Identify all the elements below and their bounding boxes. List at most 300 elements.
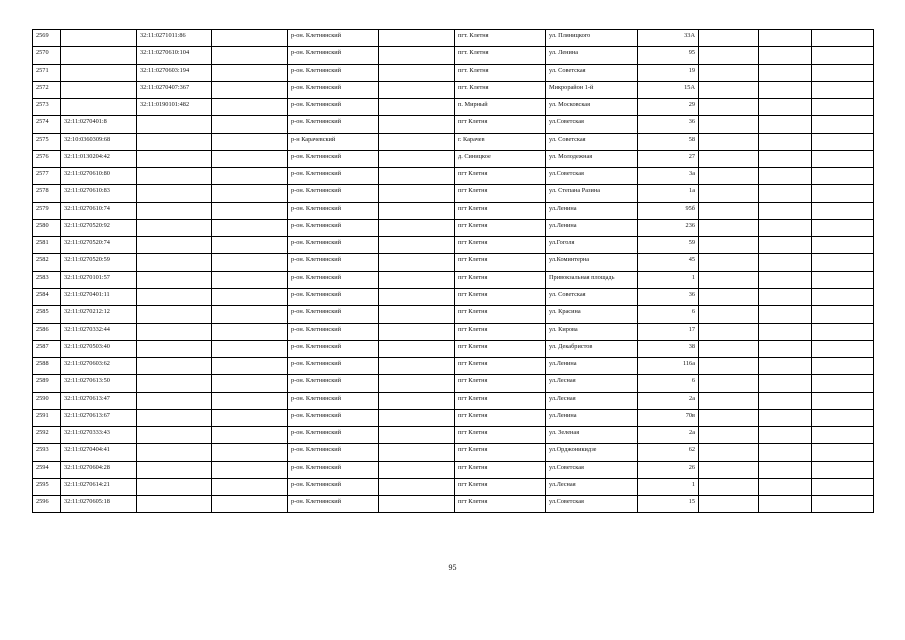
empty-cell <box>759 185 812 202</box>
cadastral-number-alt-cell: 32:11:0190101:482 <box>137 99 212 116</box>
empty-cell <box>379 427 455 444</box>
street-cell: ул.Коминтерна <box>546 254 638 271</box>
street-cell: ул. Ленина <box>546 47 638 64</box>
district-cell: р-он. Клетнянский <box>288 168 379 185</box>
table-row <box>33 254 874 271</box>
empty-cell <box>759 168 812 185</box>
record-number-cell: 2580 <box>33 219 61 236</box>
cadastral-number-cell <box>61 30 137 47</box>
empty-cell <box>699 81 759 98</box>
locality-cell: пгт. Клетня <box>455 47 546 64</box>
locality-cell: пгт Клетня <box>455 168 546 185</box>
empty-cell <box>812 219 874 236</box>
empty-cell <box>699 444 759 461</box>
empty-cell <box>379 323 455 340</box>
empty-cell <box>379 288 455 305</box>
record-number-cell: 2581 <box>33 237 61 254</box>
empty-cell <box>379 185 455 202</box>
cadastral-number-cell: 32:11:0270604:28 <box>61 461 137 478</box>
empty-cell <box>812 30 874 47</box>
house-number-cell: 58 <box>638 133 699 150</box>
record-number-cell: 2595 <box>33 478 61 495</box>
empty-cell <box>699 30 759 47</box>
record-number-cell: 2583 <box>33 271 61 288</box>
table-row <box>33 323 874 340</box>
table-row <box>33 461 874 478</box>
empty-cell <box>759 64 812 81</box>
district-cell: р-он. Клетнянский <box>288 461 379 478</box>
empty-cell <box>759 306 812 323</box>
empty-cell <box>759 219 812 236</box>
street-cell: ул. Декабристов <box>546 340 638 357</box>
empty-cell <box>212 64 288 81</box>
table-body <box>33 30 874 513</box>
empty-cell <box>379 392 455 409</box>
cadastral-number-cell: 32:11:0270520:92 <box>61 219 137 236</box>
empty-cell <box>212 461 288 478</box>
record-number-cell: 2572 <box>33 81 61 98</box>
district-cell: р-он. Клетнянский <box>288 150 379 167</box>
empty-cell <box>379 116 455 133</box>
district-cell: р-н Карачевский <box>288 133 379 150</box>
empty-cell <box>812 358 874 375</box>
table-row <box>33 340 874 357</box>
empty-cell <box>699 427 759 444</box>
table-row <box>33 306 874 323</box>
empty-cell <box>699 185 759 202</box>
district-cell: р-он. Клетнянский <box>288 219 379 236</box>
district-cell: р-он. Клетнянский <box>288 30 379 47</box>
table-row <box>33 150 874 167</box>
cadastral-number-alt-cell <box>137 288 212 305</box>
cadastral-number-alt-cell: 32:11:0270407:367 <box>137 81 212 98</box>
empty-cell <box>379 133 455 150</box>
cadastral-number-cell: 32:11:0270614:21 <box>61 478 137 495</box>
cadastral-number-cell: 32:11:0130204:42 <box>61 150 137 167</box>
cadastral-number-cell <box>61 47 137 64</box>
table-row <box>33 202 874 219</box>
cadastral-number-alt-cell <box>137 150 212 167</box>
street-cell: ул.Лесная <box>546 375 638 392</box>
locality-cell: пгт Клетня <box>455 288 546 305</box>
empty-cell <box>812 237 874 254</box>
empty-cell <box>379 64 455 81</box>
page-number: 95 <box>448 563 457 572</box>
district-cell: р-он. Клетнянский <box>288 392 379 409</box>
empty-cell <box>212 185 288 202</box>
street-cell: ул. Зеленая <box>546 427 638 444</box>
empty-cell <box>699 168 759 185</box>
locality-cell: пгт Клетня <box>455 237 546 254</box>
empty-cell <box>812 47 874 64</box>
house-number-cell: 15А <box>638 81 699 98</box>
empty-cell <box>212 254 288 271</box>
empty-cell <box>212 444 288 461</box>
empty-cell <box>699 496 759 513</box>
record-number-cell: 2589 <box>33 375 61 392</box>
record-number-cell: 2594 <box>33 461 61 478</box>
cadastral-number-alt-cell <box>137 237 212 254</box>
empty-cell <box>212 358 288 375</box>
empty-cell <box>812 306 874 323</box>
house-number-cell: 59 <box>638 237 699 254</box>
street-cell: ул.Ленина <box>546 219 638 236</box>
district-cell: р-он. Клетнянский <box>288 358 379 375</box>
cadastral-number-cell: 32:11:0270101:57 <box>61 271 137 288</box>
empty-cell <box>759 409 812 426</box>
street-cell: ул.Советская <box>546 496 638 513</box>
cadastral-number-alt-cell: 32:11:0270603:194 <box>137 64 212 81</box>
record-number-cell: 2585 <box>33 306 61 323</box>
empty-cell <box>812 340 874 357</box>
district-cell: р-он. Клетнянский <box>288 185 379 202</box>
cadastral-number-cell: 32:11:0270610:80 <box>61 168 137 185</box>
empty-cell <box>699 254 759 271</box>
empty-cell <box>212 496 288 513</box>
street-cell: ул.Лесная <box>546 478 638 495</box>
empty-cell <box>212 168 288 185</box>
locality-cell: пгт Клетня <box>455 409 546 426</box>
empty-cell <box>212 202 288 219</box>
empty-cell <box>759 81 812 98</box>
empty-cell <box>812 271 874 288</box>
locality-cell: пгт Клетня <box>455 461 546 478</box>
house-number-cell: 29 <box>638 99 699 116</box>
empty-cell <box>699 409 759 426</box>
locality-cell: г. Карачев <box>455 133 546 150</box>
house-number-cell: 27 <box>638 150 699 167</box>
empty-cell <box>212 427 288 444</box>
cadastral-number-cell: 32:11:0270605:18 <box>61 496 137 513</box>
locality-cell: д. Синицкое <box>455 150 546 167</box>
record-number-cell: 2573 <box>33 99 61 116</box>
empty-cell <box>212 30 288 47</box>
cadastral-number-cell: 32:11:0270212:12 <box>61 306 137 323</box>
empty-cell <box>212 219 288 236</box>
cadastral-number-alt-cell <box>137 323 212 340</box>
table-row <box>33 47 874 64</box>
empty-cell <box>212 375 288 392</box>
street-cell: ул.Ленина <box>546 409 638 426</box>
empty-cell <box>379 478 455 495</box>
house-number-cell: 1 <box>638 478 699 495</box>
record-number-cell: 2574 <box>33 116 61 133</box>
empty-cell <box>699 461 759 478</box>
street-cell: ул. Советская <box>546 133 638 150</box>
empty-cell <box>812 461 874 478</box>
empty-cell <box>699 133 759 150</box>
table-row <box>33 99 874 116</box>
table-row <box>33 81 874 98</box>
house-number-cell: 17 <box>638 323 699 340</box>
record-number-cell: 2579 <box>33 202 61 219</box>
empty-cell <box>812 168 874 185</box>
empty-cell <box>759 47 812 64</box>
empty-cell <box>759 133 812 150</box>
house-number-cell: 95б <box>638 202 699 219</box>
locality-cell: пгт Клетня <box>455 444 546 461</box>
house-number-cell: 3а <box>638 168 699 185</box>
cadastral-number-alt-cell <box>137 340 212 357</box>
empty-cell <box>699 340 759 357</box>
empty-cell <box>812 478 874 495</box>
locality-cell: пгт Клетня <box>455 340 546 357</box>
empty-cell <box>379 340 455 357</box>
empty-cell <box>212 392 288 409</box>
empty-cell <box>699 478 759 495</box>
empty-cell <box>379 47 455 64</box>
empty-cell <box>212 150 288 167</box>
house-number-cell: 236 <box>638 219 699 236</box>
house-number-cell: 2а <box>638 392 699 409</box>
empty-cell <box>812 375 874 392</box>
table-row <box>33 64 874 81</box>
house-number-cell: 6 <box>638 306 699 323</box>
district-cell: р-он. Клетнянский <box>288 427 379 444</box>
empty-cell <box>759 99 812 116</box>
cadastral-number-cell: 32:11:0270610:83 <box>61 185 137 202</box>
district-cell: р-он. Клетнянский <box>288 288 379 305</box>
empty-cell <box>759 202 812 219</box>
empty-cell <box>812 288 874 305</box>
cadastral-number-alt-cell: 32:11:0270610:104 <box>137 47 212 64</box>
cadastral-number-cell: 32:11:0270401:11 <box>61 288 137 305</box>
empty-cell <box>759 375 812 392</box>
cadastral-number-cell: 32:11:0270401:8 <box>61 116 137 133</box>
house-number-cell: 36 <box>638 116 699 133</box>
empty-cell <box>759 496 812 513</box>
empty-cell <box>379 409 455 426</box>
empty-cell <box>379 254 455 271</box>
street-cell: ул.Орджоникидзе <box>546 444 638 461</box>
cadastral-number-cell: 32:11:0270520:74 <box>61 237 137 254</box>
empty-cell <box>812 496 874 513</box>
cadastral-number-alt-cell <box>137 168 212 185</box>
empty-cell <box>212 81 288 98</box>
empty-cell <box>699 271 759 288</box>
table-row <box>33 116 874 133</box>
empty-cell <box>759 237 812 254</box>
empty-cell <box>759 358 812 375</box>
record-number-cell: 2584 <box>33 288 61 305</box>
table-row <box>33 392 874 409</box>
house-number-cell: 45 <box>638 254 699 271</box>
table-row <box>33 427 874 444</box>
empty-cell <box>812 392 874 409</box>
empty-cell <box>699 219 759 236</box>
empty-cell <box>212 47 288 64</box>
empty-cell <box>759 254 812 271</box>
empty-cell <box>212 133 288 150</box>
cadastral-number-cell <box>61 99 137 116</box>
record-number-cell: 2592 <box>33 427 61 444</box>
record-number-cell: 2571 <box>33 64 61 81</box>
cadastral-number-cell: 32:11:0270332:44 <box>61 323 137 340</box>
empty-cell <box>379 306 455 323</box>
cadastral-number-cell <box>61 81 137 98</box>
empty-cell <box>212 409 288 426</box>
empty-cell <box>699 150 759 167</box>
cadastral-number-alt-cell <box>137 461 212 478</box>
street-cell: ул.Советская <box>546 116 638 133</box>
empty-cell <box>699 306 759 323</box>
empty-cell <box>759 461 812 478</box>
locality-cell: пгт Клетня <box>455 478 546 495</box>
cadastral-number-alt-cell <box>137 496 212 513</box>
cadastral-number-alt-cell <box>137 133 212 150</box>
empty-cell <box>759 427 812 444</box>
locality-cell: пгт Клетня <box>455 358 546 375</box>
empty-cell <box>699 116 759 133</box>
locality-cell: пгт Клетня <box>455 116 546 133</box>
cadastral-number-alt-cell <box>137 392 212 409</box>
empty-cell <box>812 116 874 133</box>
empty-cell <box>759 340 812 357</box>
house-number-cell: 38 <box>638 340 699 357</box>
empty-cell <box>812 150 874 167</box>
house-number-cell: 116а <box>638 358 699 375</box>
cadastral-number-cell: 32:10:0360309:68 <box>61 133 137 150</box>
empty-cell <box>812 323 874 340</box>
empty-cell <box>699 99 759 116</box>
street-cell: ул. Степана Разина <box>546 185 638 202</box>
table-row <box>33 375 874 392</box>
table-row <box>33 496 874 513</box>
cadastral-number-cell: 32:11:0270503:40 <box>61 340 137 357</box>
cadastral-number-cell: 32:11:0270613:67 <box>61 409 137 426</box>
street-cell: Микрорайон 1-й <box>546 81 638 98</box>
cadastral-number-alt-cell <box>137 409 212 426</box>
house-number-cell: 36 <box>638 288 699 305</box>
house-number-cell: 33А <box>638 30 699 47</box>
house-number-cell: 15 <box>638 496 699 513</box>
empty-cell <box>812 444 874 461</box>
empty-cell <box>812 99 874 116</box>
house-number-cell: 2а <box>638 427 699 444</box>
cadastral-number-alt-cell <box>137 185 212 202</box>
empty-cell <box>759 150 812 167</box>
district-cell: р-он. Клетнянский <box>288 306 379 323</box>
street-cell: ул.Ленина <box>546 358 638 375</box>
locality-cell: пгт Клетня <box>455 375 546 392</box>
cadastral-number-alt-cell <box>137 254 212 271</box>
table-row <box>33 185 874 202</box>
empty-cell <box>212 99 288 116</box>
street-cell: ул. Красина <box>546 306 638 323</box>
empty-cell <box>212 478 288 495</box>
street-cell: ул.Советская <box>546 461 638 478</box>
district-cell: р-он. Клетнянский <box>288 237 379 254</box>
record-number-cell: 2586 <box>33 323 61 340</box>
empty-cell <box>212 288 288 305</box>
empty-cell <box>759 478 812 495</box>
district-cell: р-он. Клетнянский <box>288 323 379 340</box>
empty-cell <box>379 358 455 375</box>
table-row <box>33 288 874 305</box>
cadastral-number-alt-cell: 32:11:0271011:86 <box>137 30 212 47</box>
empty-cell <box>379 81 455 98</box>
empty-cell <box>759 271 812 288</box>
empty-cell <box>379 202 455 219</box>
empty-cell <box>699 323 759 340</box>
cadastral-number-alt-cell <box>137 444 212 461</box>
empty-cell <box>379 375 455 392</box>
street-cell: ул. Советская <box>546 64 638 81</box>
empty-cell <box>379 99 455 116</box>
empty-cell <box>759 288 812 305</box>
empty-cell <box>212 116 288 133</box>
table-row <box>33 478 874 495</box>
empty-cell <box>812 81 874 98</box>
empty-cell <box>699 288 759 305</box>
cadastral-number-cell: 32:11:0270613:50 <box>61 375 137 392</box>
empty-cell <box>379 150 455 167</box>
record-number-cell: 2575 <box>33 133 61 150</box>
empty-cell <box>699 358 759 375</box>
record-number-cell: 2582 <box>33 254 61 271</box>
district-cell: р-он. Клетнянский <box>288 271 379 288</box>
locality-cell: пгт Клетня <box>455 219 546 236</box>
locality-cell: пгт. Клетня <box>455 81 546 98</box>
house-number-cell: 26 <box>638 461 699 478</box>
empty-cell <box>379 444 455 461</box>
district-cell: р-он. Клетнянский <box>288 409 379 426</box>
empty-cell <box>379 30 455 47</box>
street-cell: ул.Советская <box>546 168 638 185</box>
empty-cell <box>379 461 455 478</box>
empty-cell <box>812 133 874 150</box>
record-number-cell: 2570 <box>33 47 61 64</box>
empty-cell <box>699 375 759 392</box>
house-number-cell: 1 <box>638 271 699 288</box>
street-cell: ул. Молодежная <box>546 150 638 167</box>
table-row <box>33 358 874 375</box>
cadastral-number-alt-cell <box>137 358 212 375</box>
street-cell: ул. Московская <box>546 99 638 116</box>
empty-cell <box>699 47 759 64</box>
table-row <box>33 30 874 47</box>
cadastral-number-cell: 32:11:0270404:41 <box>61 444 137 461</box>
table-row <box>33 133 874 150</box>
empty-cell <box>212 237 288 254</box>
property-register-table <box>32 29 874 513</box>
cadastral-number-alt-cell <box>137 116 212 133</box>
empty-cell <box>759 392 812 409</box>
locality-cell: пгт Клетня <box>455 427 546 444</box>
district-cell: р-он. Клетнянский <box>288 478 379 495</box>
empty-cell <box>699 392 759 409</box>
empty-cell <box>212 340 288 357</box>
empty-cell <box>812 202 874 219</box>
district-cell: р-он. Клетнянский <box>288 202 379 219</box>
cadastral-number-alt-cell <box>137 271 212 288</box>
street-cell: ул. Кирова <box>546 323 638 340</box>
house-number-cell: 95 <box>638 47 699 64</box>
street-cell: ул. Пляницкого <box>546 30 638 47</box>
street-cell: ул.Ленина <box>546 202 638 219</box>
locality-cell: пгт Клетня <box>455 323 546 340</box>
table-row <box>33 409 874 426</box>
locality-cell: пгт Клетня <box>455 271 546 288</box>
empty-cell <box>759 116 812 133</box>
table-row <box>33 237 874 254</box>
empty-cell <box>812 185 874 202</box>
empty-cell <box>812 254 874 271</box>
table-row <box>33 219 874 236</box>
district-cell: р-он. Клетнянский <box>288 81 379 98</box>
empty-cell <box>212 271 288 288</box>
empty-cell <box>379 168 455 185</box>
